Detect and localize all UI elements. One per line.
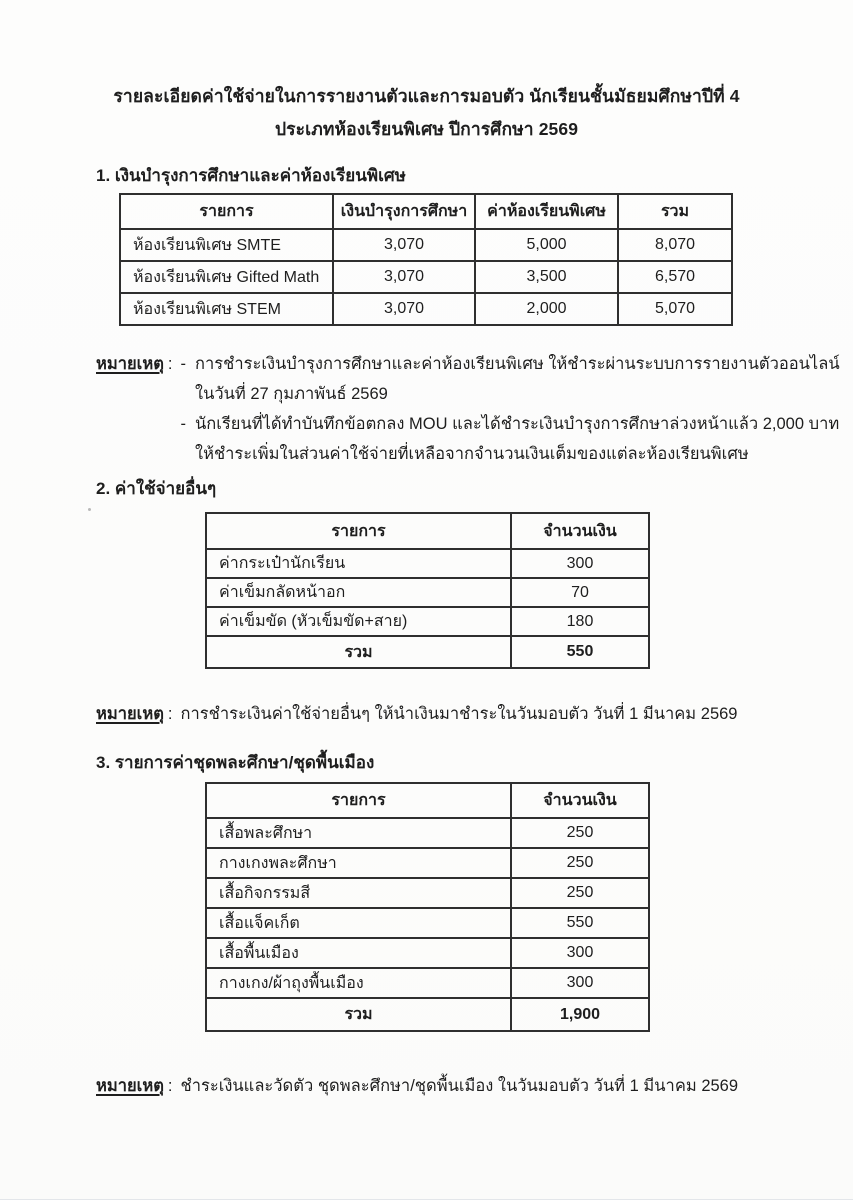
other-expenses-table <box>205 512 650 669</box>
amount-cell: 250 <box>511 878 649 908</box>
table-row <box>206 549 649 578</box>
table-header-row <box>120 194 732 229</box>
table-total-row <box>206 636 649 668</box>
note-bullet: - <box>180 355 187 373</box>
amount-cell: 3,070 <box>333 293 475 325</box>
special-classroom-fees-table <box>119 193 733 326</box>
amount-cell: 250 <box>511 818 649 848</box>
amount-cell: 3,070 <box>333 261 475 293</box>
row-label: ค่าเข็มกลัดหน้าอก <box>206 578 511 607</box>
column-header-item: รายการ <box>120 194 333 229</box>
section2-heading: 2. ค่าใช้จ่ายอื่นๆ <box>96 479 217 498</box>
table-row <box>206 908 649 938</box>
note-label: หมายเหตุ <box>96 355 164 373</box>
table-row <box>206 818 649 848</box>
table-row <box>120 229 732 261</box>
amount-cell: 70 <box>511 578 649 607</box>
total-amount: 1,900 <box>511 998 649 1031</box>
note-separator: : <box>167 705 173 723</box>
row-label: ค่าเข็มขัด (หัวเข็มขัด+สาย) <box>206 607 511 636</box>
row-label: เสื้อกิจกรรมสี <box>206 878 511 908</box>
amount-cell: 300 <box>511 968 649 998</box>
section1-heading: 1. เงินบำรุงการศึกษาและค่าห้องเรียนพิเศษ <box>96 166 406 185</box>
row-label: เสื้อพละศึกษา <box>206 818 511 848</box>
note-text <box>195 349 840 409</box>
amount-cell: 300 <box>511 938 649 968</box>
note-label: หมายเหตุ <box>96 1077 164 1095</box>
total-label: รวม <box>206 636 511 668</box>
note-separator: : <box>167 355 173 373</box>
row-label: เสื้อแจ็คเก็ต <box>206 908 511 938</box>
note-separator: : <box>167 1077 173 1095</box>
total-amount: 550 <box>511 636 649 668</box>
document-title-line2: ประเภทห้องเรียนพิเศษ ปีการศึกษา 2569 <box>274 119 579 139</box>
amount-cell: 180 <box>511 607 649 636</box>
column-header-tuition: เงินบำรุงการศึกษา <box>333 194 475 229</box>
amount-cell: 300 <box>511 549 649 578</box>
amount-cell: 550 <box>511 908 649 938</box>
column-header-item: รายการ <box>206 783 511 818</box>
row-label: ค่ากระเป๋านักเรียน <box>206 549 511 578</box>
note-text-line: การชำระเงินบำรุงการศึกษาและค่าห้องเรียนพิเศษ ให้ชำระผ่านระบบการรายงานตัวออนไลน์ <box>195 355 840 373</box>
note-bullet: - <box>180 415 187 433</box>
table-row <box>120 261 732 293</box>
uniform-items-table <box>205 782 650 1032</box>
section3-heading: 3. รายการค่าชุดพละศึกษา/ชุดพื้นเมือง <box>96 753 375 772</box>
note-text: การชำระเงินค่าใช้จ่ายอื่นๆ ให้นำเงินมาชำระในวันมอบตัว วันที่ 1 มีนาคม 2569 <box>180 705 738 723</box>
row-label: ห้องเรียนพิเศษ STEM <box>120 293 333 325</box>
table-row <box>120 293 732 325</box>
amount-cell: 5,000 <box>475 229 618 261</box>
column-header-item: รายการ <box>206 513 511 549</box>
column-header-total: รวม <box>618 194 732 229</box>
note-item <box>181 409 840 469</box>
note-text <box>195 409 839 469</box>
row-label: เสื้อพื้นเมือง <box>206 938 511 968</box>
note-text-line: ในวันที่ 27 กุมภาพันธ์ 2569 <box>195 385 388 403</box>
table-row <box>206 848 649 878</box>
row-label: ห้องเรียนพิเศษ Gifted Math <box>120 261 333 293</box>
column-header-amount: จำนวนเงิน <box>511 513 649 549</box>
note-text-line: นักเรียนที่ได้ทำบันทึกข้อตกลง MOU และได้ชำระเงินบำรุงการศึกษาล่วงหน้าแล้ว 2,000 บาท <box>195 415 840 433</box>
row-label: กางเกงพละศึกษา <box>206 848 511 878</box>
amount-cell: 8,070 <box>618 229 732 261</box>
column-header-special-room: ค่าห้องเรียนพิเศษ <box>475 194 618 229</box>
scan-speck <box>88 508 91 511</box>
amount-cell: 3,500 <box>475 261 618 293</box>
note-item-list <box>181 349 840 469</box>
table-row <box>206 578 649 607</box>
note-text: ชำระเงินและวัดตัว ชุดพละศึกษา/ชุดพื้นเมือง ในวันมอบตัว วันที่ 1 มีนาคม 2569 <box>180 1077 739 1095</box>
row-label: ห้องเรียนพิเศษ SMTE <box>120 229 333 261</box>
note-item <box>181 349 840 409</box>
table-header-row <box>206 783 649 818</box>
table-header-row <box>206 513 649 549</box>
table-row <box>206 938 649 968</box>
amount-cell: 5,070 <box>618 293 732 325</box>
amount-cell: 6,570 <box>618 261 732 293</box>
note-3 <box>96 1071 738 1101</box>
table-row <box>206 878 649 908</box>
amount-cell: 2,000 <box>475 293 618 325</box>
note-2 <box>96 699 737 729</box>
note-label: หมายเหตุ <box>96 705 164 723</box>
table-row <box>206 968 649 998</box>
row-label: กางเกง/ผ้าถุงพื้นเมือง <box>206 968 511 998</box>
total-label: รวม <box>206 998 511 1031</box>
amount-cell: 3,070 <box>333 229 475 261</box>
column-header-amount: จำนวนเงิน <box>511 783 649 818</box>
amount-cell: 250 <box>511 848 649 878</box>
document-title-line1: รายละเอียดค่าใช้จ่ายในการรายงานตัวและการมอบตัว นักเรียนชั้นมัธยมศึกษาปีที่ 4 <box>113 86 740 106</box>
table-total-row <box>206 998 649 1031</box>
note-text-line: ให้ชำระเพิ่มในส่วนค่าใช้จ่ายที่เหลือจากจำนวนเงินเต็มของแต่ละห้องเรียนพิเศษ <box>195 445 749 463</box>
note-1 <box>96 349 840 469</box>
table-row <box>206 607 649 636</box>
